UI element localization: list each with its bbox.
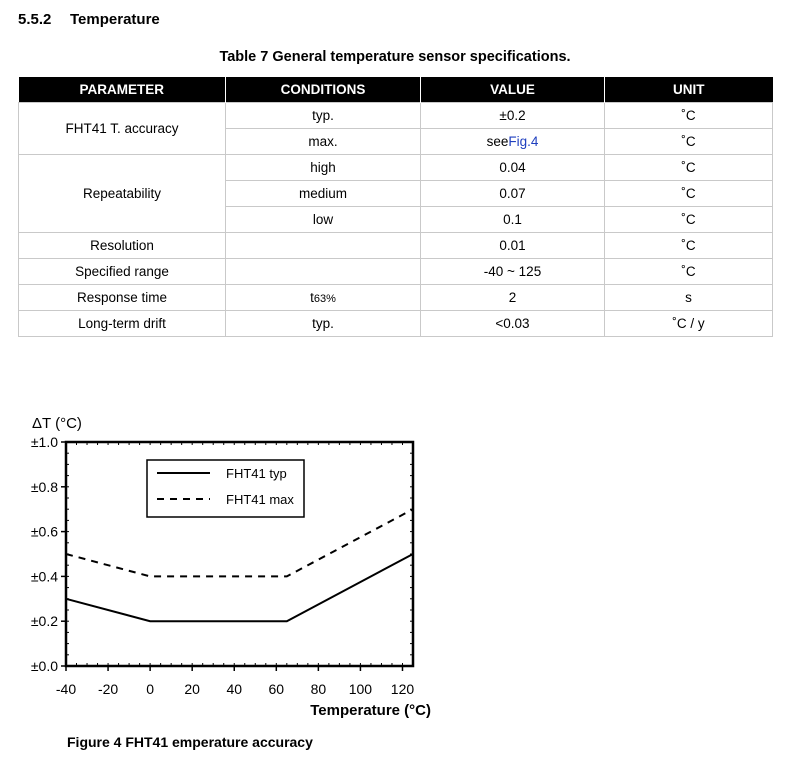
cell-unit: ˚C	[605, 103, 773, 129]
condition-main: t	[310, 290, 314, 305]
table-row	[19, 285, 773, 311]
section-number: 5.5.2	[18, 11, 52, 28]
y-tick-label: ±0.2	[30, 613, 58, 630]
value-prefix: see	[486, 134, 509, 149]
cell-unit: ˚C	[605, 259, 773, 285]
section-heading	[18, 11, 160, 28]
cell-value: <0.03	[421, 311, 605, 337]
x-tick-label: 20	[184, 681, 200, 697]
y-tick-label: ±0.6	[30, 523, 58, 540]
series-line	[66, 509, 413, 576]
cell-unit: ˚C	[605, 181, 773, 207]
cell-condition: typ.	[226, 103, 421, 129]
figure-link[interactable]: Fig.4	[508, 134, 539, 149]
cell-parameter: Resolution	[19, 233, 226, 259]
cell-condition	[226, 233, 421, 259]
cell-parameter: FHT41 T. accuracy	[19, 103, 226, 155]
cell-condition	[226, 285, 421, 311]
y-tick-label: ±0.0	[30, 658, 58, 674]
x-tick-label: -40	[55, 681, 77, 697]
figure-caption: Figure 4 FHT41 emperature accuracy	[67, 734, 313, 750]
section-title: Temperature	[70, 11, 160, 28]
cell-unit: ˚C	[605, 233, 773, 259]
x-tick-label: 0	[146, 681, 155, 697]
spec-table	[18, 77, 773, 337]
y-tick-label: ±1.0	[30, 434, 58, 450]
header-unit: UNIT	[605, 77, 773, 103]
cell-parameter: Specified range	[19, 259, 226, 285]
table-row	[19, 311, 773, 337]
cell-unit: ˚C	[605, 207, 773, 233]
table-caption: Table 7 General temperature sensor specifications.	[219, 49, 571, 65]
cell-condition	[226, 259, 421, 285]
cell-condition: high	[226, 155, 421, 181]
legend-label: FHT41 max	[226, 492, 294, 507]
cell-value: -40 ~ 125	[421, 259, 605, 285]
y-tick-label: ±0.8	[30, 478, 58, 495]
cell-parameter: Repeatability	[19, 155, 226, 233]
y-tick-label: ±0.4	[30, 568, 58, 585]
cell-value: ±0.2	[421, 103, 605, 129]
cell-condition: typ.	[226, 311, 421, 337]
cell-value: 0.01	[421, 233, 605, 259]
y-axis-label: ΔT (°C)	[32, 415, 82, 432]
x-tick-label: 100	[348, 681, 373, 697]
table-row	[19, 155, 773, 181]
x-tick-label: 60	[268, 681, 285, 697]
cell-value	[421, 129, 605, 155]
cell-condition: low	[226, 207, 421, 233]
condition-subscript: 63%	[313, 293, 336, 305]
cell-unit: s	[605, 285, 773, 311]
cell-condition: medium	[226, 181, 421, 207]
table-row	[19, 233, 773, 259]
cell-parameter: Long-term drift	[19, 311, 226, 337]
header-conditions: CONDITIONS	[226, 77, 421, 103]
x-tick-label: 40	[226, 681, 243, 697]
table-header-row	[19, 77, 773, 103]
cell-parameter: Response time	[19, 285, 226, 311]
x-tick-label: 120	[390, 681, 415, 697]
header-value: VALUE	[421, 77, 605, 103]
cell-condition: max.	[226, 129, 421, 155]
cell-unit: ˚C	[605, 155, 773, 181]
cell-value: 0.04	[421, 155, 605, 181]
table-row	[19, 259, 773, 285]
chart-svg	[0, 400, 460, 730]
header-parameter: PARAMETER	[19, 77, 226, 103]
x-tick-label: 80	[310, 681, 327, 697]
cell-unit: ˚C	[605, 129, 773, 155]
series-line	[66, 554, 413, 621]
cell-value: 0.1	[421, 207, 605, 233]
cell-value: 0.07	[421, 181, 605, 207]
temperature-accuracy-chart	[0, 400, 460, 730]
x-tick-label: -20	[97, 681, 119, 697]
cell-value: 2	[421, 285, 605, 311]
x-axis-label: Temperature (°C)	[310, 702, 431, 719]
cell-unit: ˚C / y	[605, 311, 773, 337]
legend-label: FHT41 typ	[226, 466, 287, 481]
table-row	[19, 103, 773, 129]
